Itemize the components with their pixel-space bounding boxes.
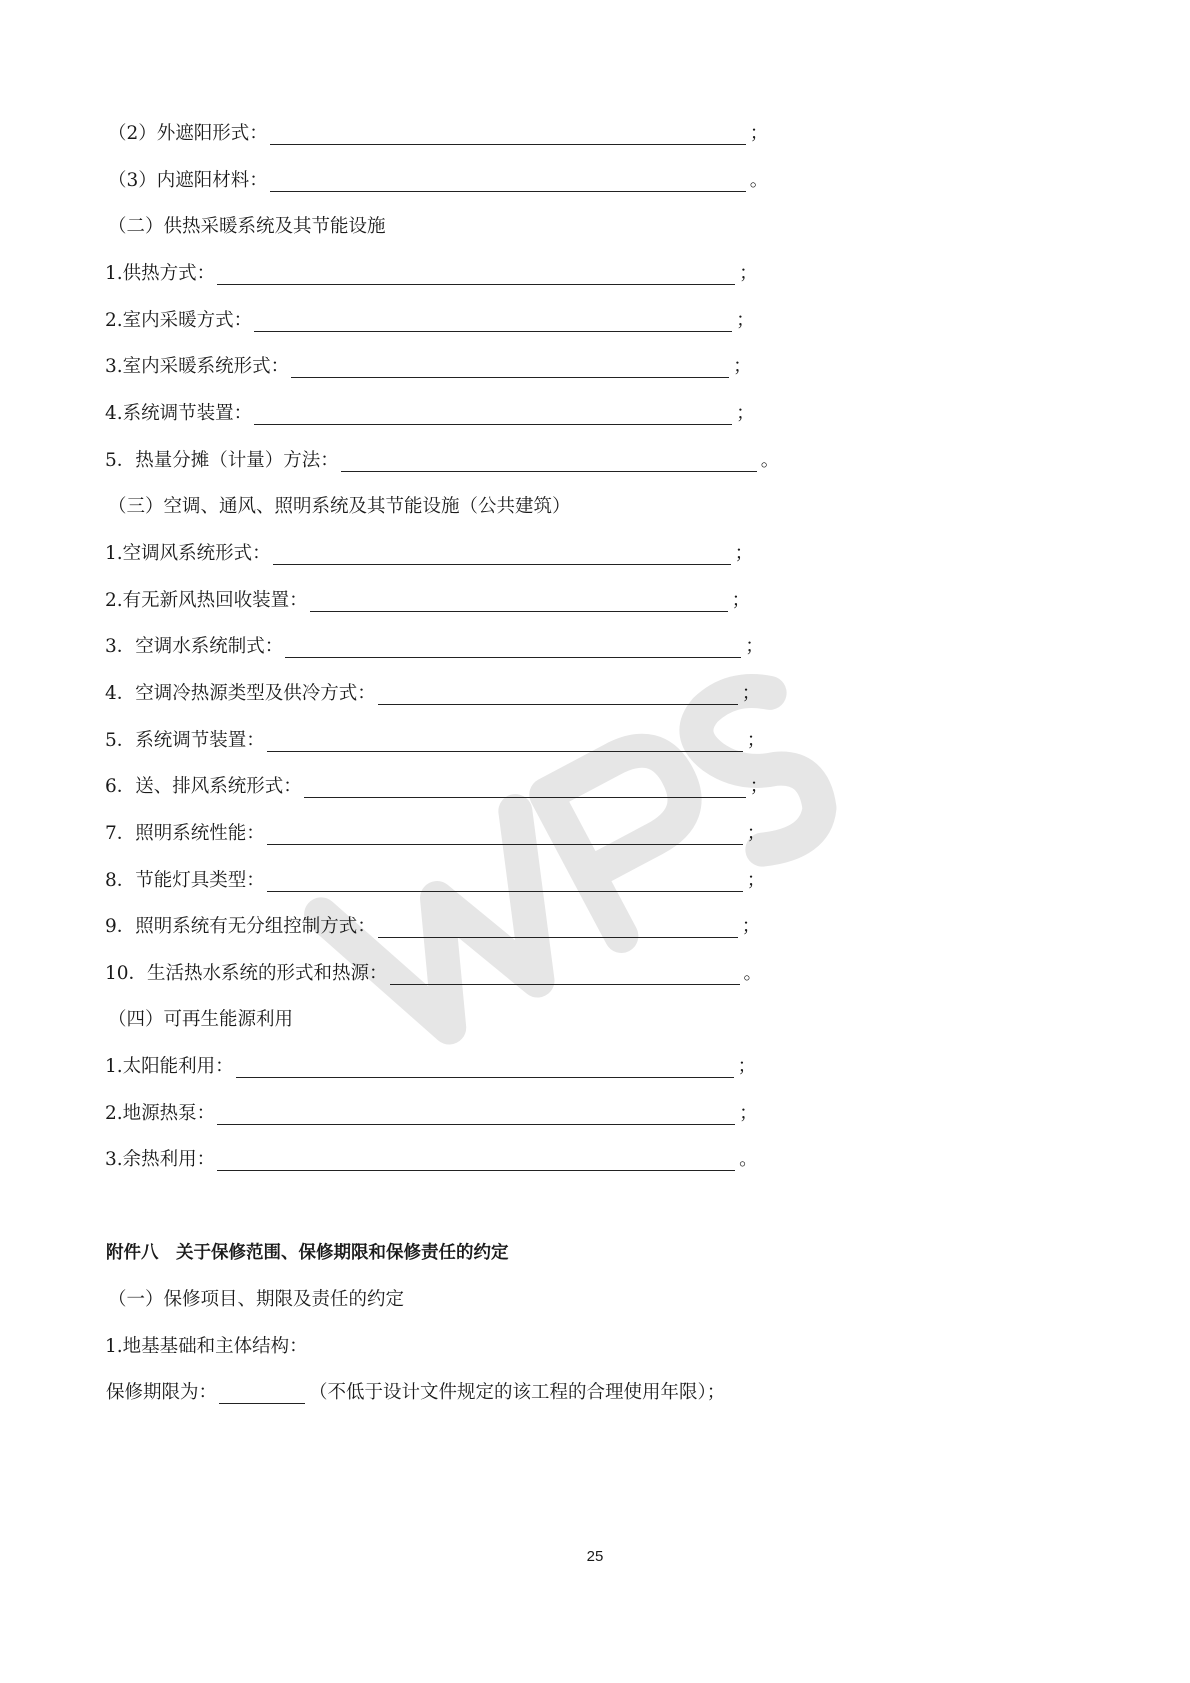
section-heading-hvac-lighting bbox=[108, 488, 571, 518]
line-indoor-heating-method bbox=[105, 302, 755, 332]
fill-blank[interactable] bbox=[273, 542, 731, 565]
fill-blank[interactable] bbox=[219, 1381, 305, 1404]
fill-blank[interactable] bbox=[285, 635, 741, 658]
line-foundation-structure bbox=[105, 1328, 308, 1358]
appendix-title-text: 附件八 关于保修范围、保修期限和保修责任的约定 bbox=[106, 1243, 509, 1263]
line-end: 。 bbox=[749, 170, 769, 191]
line-end: 。 bbox=[739, 1149, 758, 1170]
line-heating-method bbox=[105, 255, 758, 285]
line-label: 3.余热利用： bbox=[105, 1149, 216, 1170]
line-end: ； bbox=[745, 636, 764, 657]
line-end: ； bbox=[734, 543, 754, 564]
line-label: 9．照明系统有无分组控制方式： bbox=[105, 916, 376, 937]
line-label: 6．送、排风系统形式： bbox=[105, 776, 302, 797]
line-end: ； bbox=[731, 590, 751, 611]
line-heat-metering-method bbox=[105, 442, 779, 472]
line-label: 8．节能灯具类型： bbox=[105, 870, 265, 891]
fill-blank[interactable] bbox=[291, 355, 729, 378]
line-label: 1.空调风系统形式： bbox=[105, 543, 271, 564]
line-end: ； bbox=[737, 1056, 757, 1077]
line-lamp-type bbox=[105, 862, 765, 892]
fill-blank[interactable] bbox=[267, 869, 743, 892]
fill-blank[interactable] bbox=[304, 775, 746, 798]
line-external-shading-form bbox=[108, 115, 768, 145]
line-end: ； bbox=[749, 776, 769, 797]
section-heading-text: （三）空调、通风、照明系统及其节能设施（公共建筑） bbox=[108, 496, 571, 517]
fill-blank[interactable] bbox=[378, 915, 738, 938]
line-label: 2.室内采暖方式： bbox=[105, 310, 253, 331]
section-heading-text: （四）可再生能源利用 bbox=[108, 1009, 294, 1030]
line-label: 3．空调水系统制式： bbox=[105, 636, 284, 657]
line-waste-heat-use bbox=[105, 1141, 758, 1171]
line-end: ； bbox=[739, 1103, 758, 1124]
line-end: ； bbox=[733, 356, 752, 377]
fill-blank[interactable] bbox=[310, 589, 728, 612]
line-fresh-air-heat-recovery bbox=[105, 582, 750, 612]
line-water-system bbox=[105, 628, 764, 658]
line-label: 5．热量分摊（计量）方法： bbox=[105, 450, 339, 471]
fill-blank[interactable] bbox=[254, 309, 732, 332]
line-end: ； bbox=[746, 823, 766, 844]
fill-blank[interactable] bbox=[341, 449, 757, 472]
line-label: 4．空调冷热源类型及供冷方式： bbox=[105, 683, 376, 704]
fill-blank[interactable] bbox=[236, 1055, 734, 1078]
line-label: 1.太阳能利用： bbox=[105, 1056, 234, 1077]
line-label: （2）外遮阳形式： bbox=[108, 123, 268, 144]
line-warranty-period bbox=[106, 1374, 725, 1404]
line-end: 。 bbox=[760, 450, 780, 471]
line-label: 4.系统调节装置： bbox=[105, 403, 253, 424]
line-label: 2.地源热泵： bbox=[105, 1103, 216, 1124]
line-air-system-form bbox=[105, 535, 753, 565]
line-label: 保修期限为： bbox=[106, 1382, 218, 1403]
line-end: ； bbox=[746, 870, 766, 891]
fill-blank[interactable] bbox=[217, 1102, 735, 1125]
fill-blank[interactable] bbox=[217, 262, 735, 285]
section-heading-warranty-items bbox=[108, 1281, 404, 1311]
line-solar-energy bbox=[105, 1048, 756, 1078]
line-lighting-performance bbox=[105, 815, 765, 845]
line-end: 。 bbox=[743, 963, 763, 984]
line-label: （3）内遮阳材料： bbox=[108, 170, 268, 191]
fill-blank[interactable] bbox=[390, 962, 740, 985]
line-label: 1.地基基础和主体结构： bbox=[105, 1336, 308, 1357]
line-hot-water-system bbox=[105, 955, 762, 985]
line-indoor-heating-system bbox=[105, 348, 752, 378]
line-label: 5．系统调节装置： bbox=[105, 730, 265, 751]
line-end: ； bbox=[736, 310, 755, 331]
line-system-regulation-device bbox=[105, 395, 755, 425]
fill-blank[interactable] bbox=[254, 402, 732, 425]
line-end: （不低于设计文件规定的该工程的合理使用年限）； bbox=[309, 1382, 726, 1403]
line-end: ； bbox=[736, 403, 755, 424]
line-end: ； bbox=[741, 916, 761, 937]
line-ground-source-heat-pump bbox=[105, 1095, 758, 1125]
fill-blank[interactable] bbox=[267, 822, 743, 845]
line-end: ； bbox=[746, 730, 766, 751]
section-heading-text: （二）供热采暖系统及其节能设施 bbox=[108, 216, 386, 237]
line-regulation-device bbox=[105, 722, 765, 752]
line-end: ； bbox=[739, 263, 758, 284]
section-heading-text: （一）保修项目、期限及责任的约定 bbox=[108, 1289, 405, 1310]
line-label: 3.室内采暖系统形式： bbox=[105, 356, 290, 377]
page-number: 25 bbox=[586, 1548, 604, 1565]
line-label: 1.供热方式： bbox=[105, 263, 216, 284]
fill-blank[interactable] bbox=[378, 682, 738, 705]
fill-blank[interactable] bbox=[217, 1148, 735, 1171]
line-end: ； bbox=[741, 683, 761, 704]
fill-blank[interactable] bbox=[270, 122, 746, 145]
appendix-eight-title bbox=[106, 1234, 509, 1264]
line-ventilation-system bbox=[105, 768, 768, 798]
section-heading-renewable bbox=[108, 1001, 293, 1031]
line-label: 7．照明系统性能： bbox=[105, 823, 265, 844]
fill-blank[interactable] bbox=[270, 169, 746, 192]
section-heading-heating bbox=[108, 208, 386, 238]
line-label: 10．生活热水系统的形式和热源： bbox=[105, 963, 388, 984]
line-end: ； bbox=[749, 123, 769, 144]
fill-blank[interactable] bbox=[267, 729, 743, 752]
line-label: 2.有无新风热回收装置： bbox=[105, 590, 308, 611]
line-lighting-group-control bbox=[105, 908, 760, 938]
line-internal-shading-material bbox=[108, 162, 768, 192]
line-cold-heat-source bbox=[105, 675, 760, 705]
